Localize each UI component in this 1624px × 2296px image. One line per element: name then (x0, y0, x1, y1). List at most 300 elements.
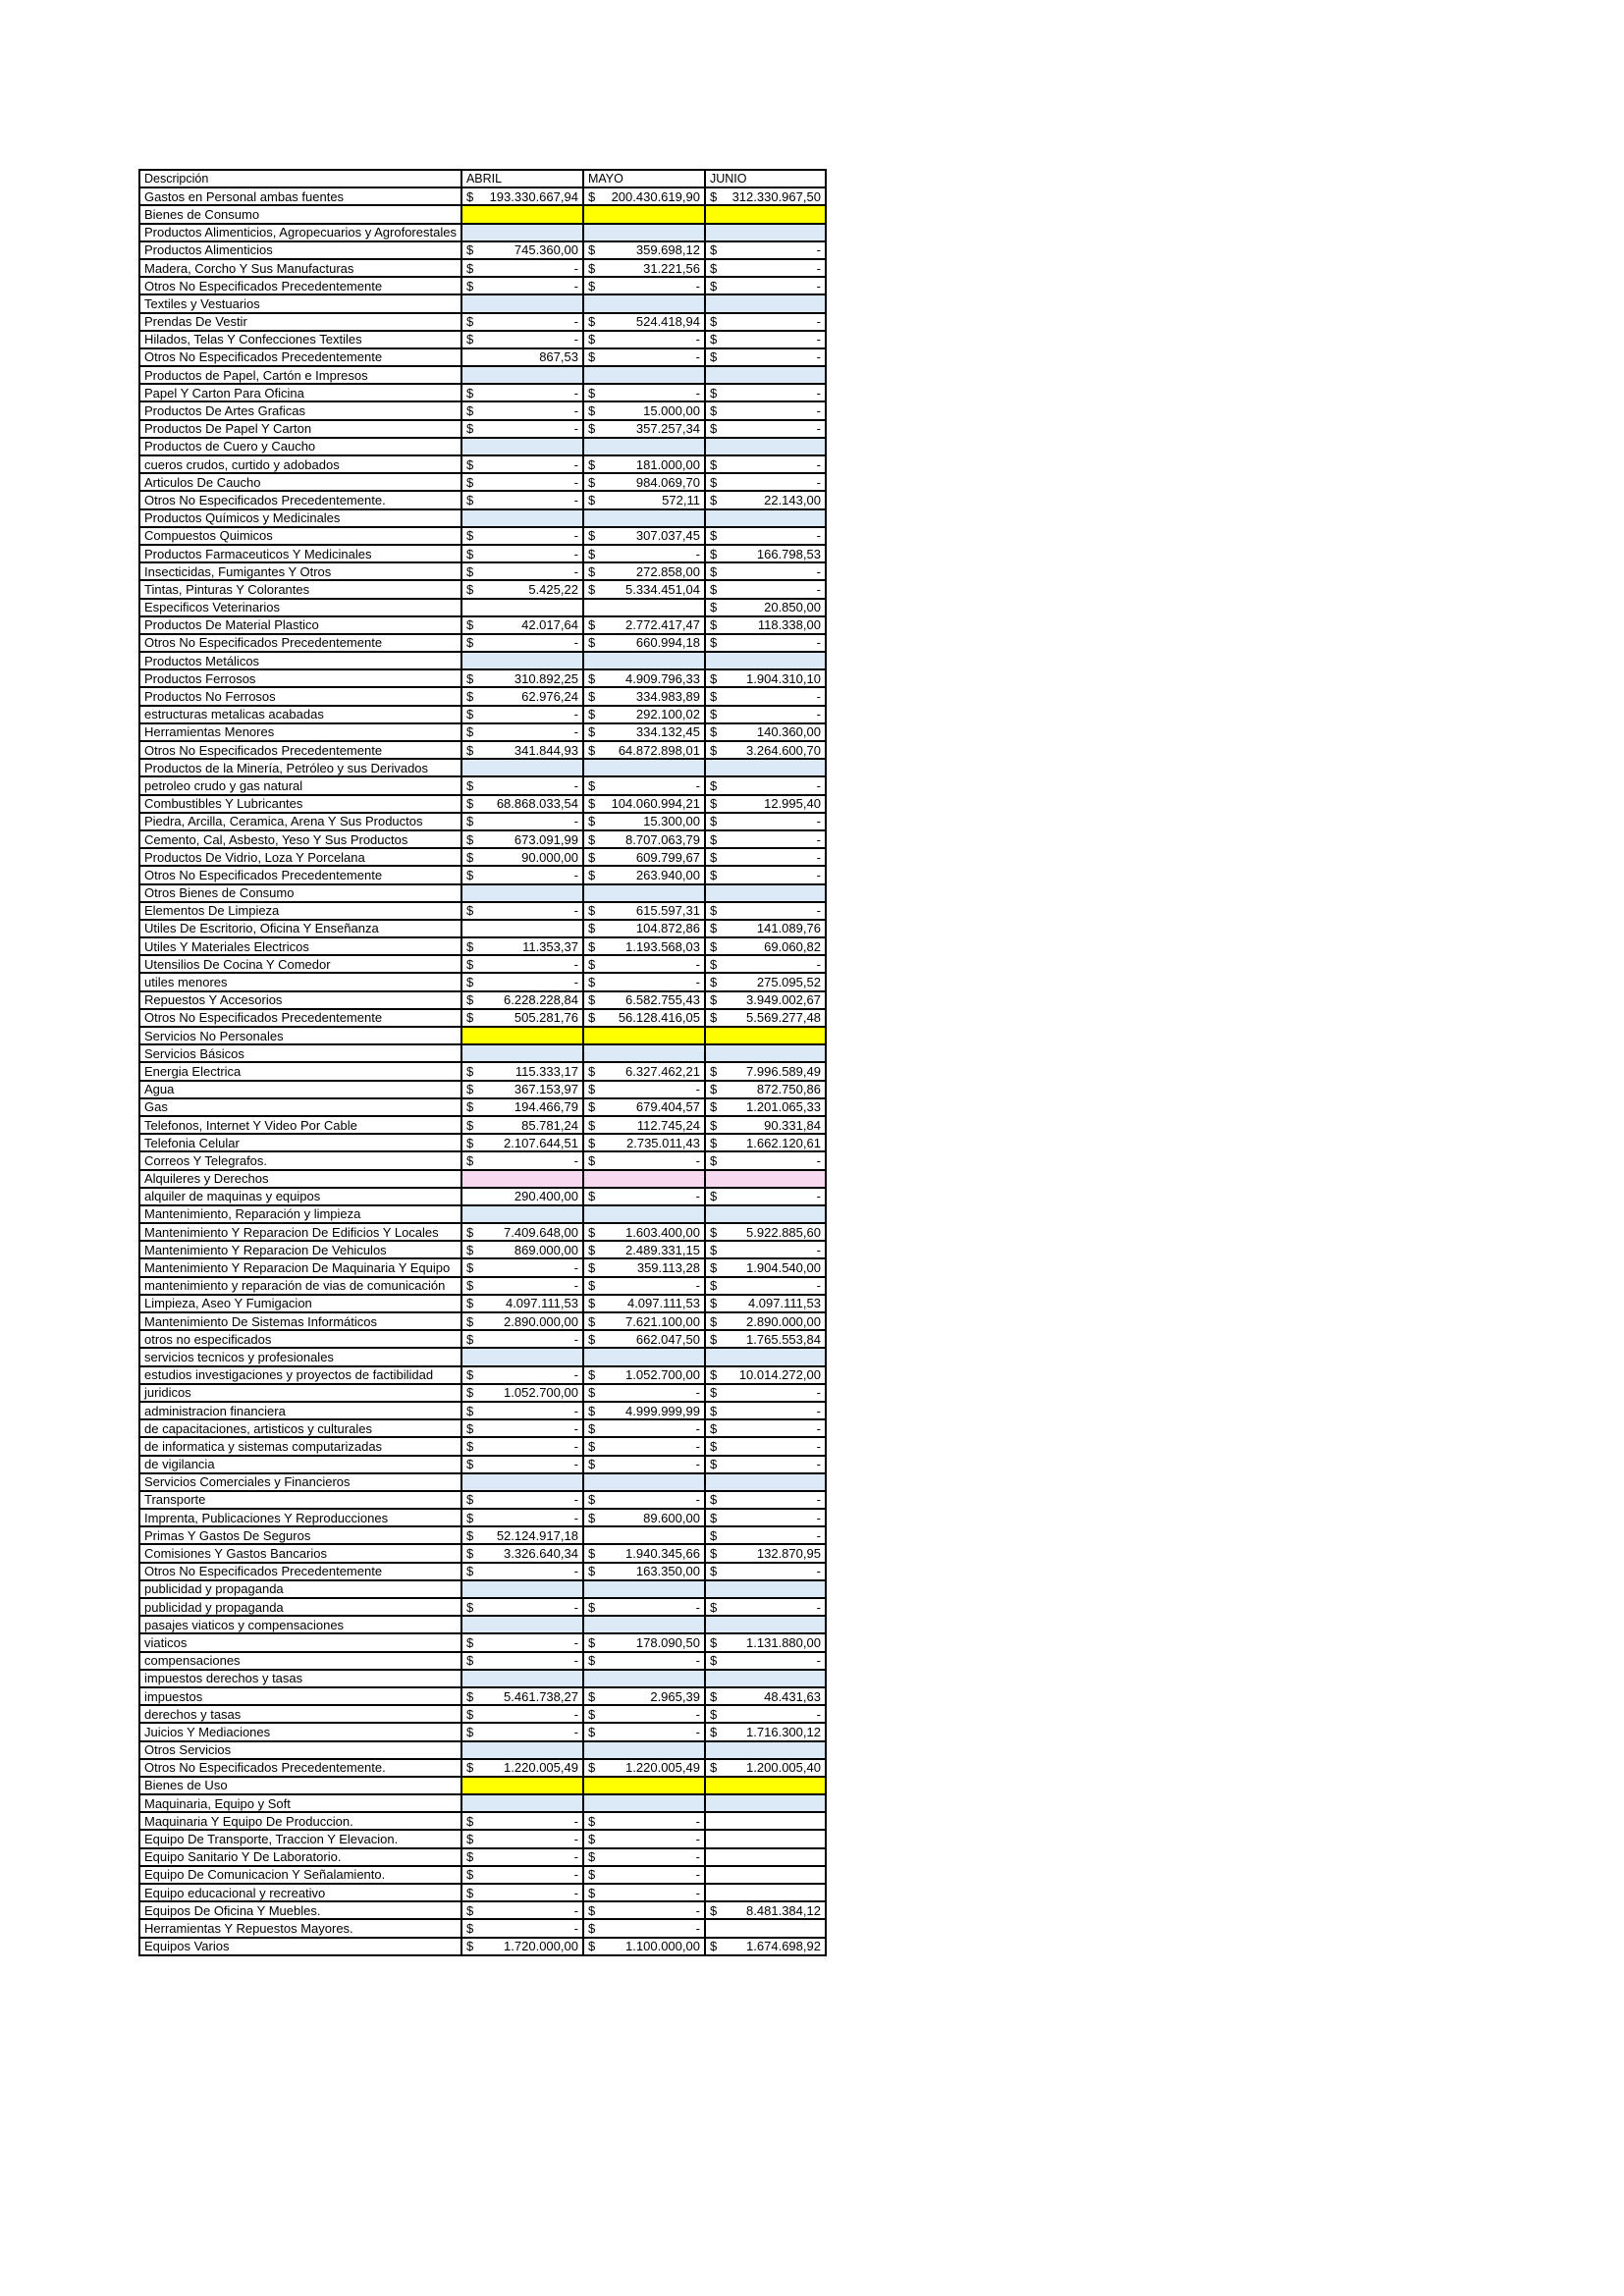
currency-symbol: $ (587, 1564, 596, 1579)
abril-cell (461, 902, 583, 920)
row-description: derechos y tasas (139, 1705, 461, 1723)
amount (466, 1119, 578, 1132)
amount-value: 1.200.005,40 (746, 1760, 821, 1776)
mayo-cell (583, 438, 705, 455)
section-row (139, 759, 826, 776)
amount (466, 1708, 578, 1721)
table-row (139, 1544, 826, 1562)
section-row (139, 1741, 826, 1759)
amount-value: - (573, 1510, 578, 1525)
table-row (139, 741, 826, 759)
mayo-cell (583, 331, 705, 348)
amount-value: - (695, 1706, 700, 1722)
junio-cell (705, 1419, 826, 1437)
mayo-cell (583, 224, 705, 241)
mayo-cell (583, 420, 705, 438)
amount-value: - (573, 1564, 578, 1579)
amount (710, 1137, 821, 1149)
amount (710, 833, 821, 846)
amount (466, 1761, 578, 1774)
junio-cell (705, 1188, 826, 1205)
section-label: Servicios Comerciales y Financieros (139, 1473, 461, 1491)
currency-symbol: $ (465, 1832, 474, 1847)
currency-symbol: $ (709, 1099, 718, 1115)
mayo-cell (583, 706, 705, 723)
abril-cell (461, 224, 583, 241)
junio-cell (705, 1580, 826, 1598)
abril-cell (461, 866, 583, 883)
amount-value: 662.047,50 (635, 1331, 700, 1347)
row-description: Tintas, Pinturas Y Colorantes (139, 580, 461, 598)
amount-value: 3.949.002,67 (746, 992, 821, 1008)
section-row (139, 1205, 826, 1223)
junio-cell (705, 1134, 826, 1151)
abril-cell (461, 420, 583, 438)
mayo-cell (583, 205, 705, 223)
currency-symbol: $ (587, 670, 596, 686)
mayo-cell (583, 313, 705, 331)
amount-value: - (816, 403, 821, 419)
junio-cell (705, 580, 826, 598)
table-row (139, 1330, 826, 1348)
currency-symbol: $ (587, 474, 596, 490)
currency-symbol: $ (465, 635, 474, 651)
section-label: Alquileres y Derechos (139, 1170, 461, 1188)
amount (710, 350, 821, 363)
amount (466, 350, 578, 363)
amount (710, 548, 821, 561)
currency-symbol: $ (709, 456, 718, 472)
abril-cell (461, 652, 583, 669)
junio-cell (705, 1794, 826, 1812)
expense-table (138, 169, 827, 1956)
currency-symbol: $ (709, 1564, 718, 1579)
amount (466, 280, 578, 293)
amount (710, 1654, 821, 1667)
junio-cell (705, 491, 826, 508)
mayo-cell (583, 1848, 705, 1866)
currency-symbol: $ (465, 1760, 474, 1776)
currency-symbol: $ (587, 975, 596, 990)
junio-cell (705, 1705, 826, 1723)
section-label: Productos de Papel, Cartón e Impresos (139, 366, 461, 384)
amount (588, 1726, 700, 1738)
currency-symbol: $ (709, 546, 718, 561)
currency-symbol: $ (709, 1902, 718, 1918)
currency-symbol: $ (465, 260, 474, 276)
row-description: Equipo De Transporte, Traccion Y Elevacion. (139, 1830, 461, 1847)
currency-symbol: $ (709, 956, 718, 972)
currency-symbol: $ (709, 1457, 718, 1472)
table-row (139, 1134, 826, 1151)
table-row (139, 1258, 826, 1276)
amount (588, 565, 700, 578)
junio-cell (705, 1544, 826, 1562)
junio-cell (705, 1616, 826, 1633)
table-row (139, 545, 826, 562)
currency-symbol: $ (465, 1813, 474, 1829)
amount-value: 312.330.967,50 (731, 188, 821, 204)
amount (710, 1119, 821, 1132)
abril-cell (461, 1884, 583, 1901)
row-description: Equipo Sanitario Y De Laboratorio. (139, 1848, 461, 1866)
currency-symbol: $ (709, 831, 718, 847)
junio-cell (705, 955, 826, 973)
row-description: Cemento, Cal, Asbesto, Yeso Y Sus Productos (139, 830, 461, 848)
amount-value: 2.890.000,00 (746, 1313, 821, 1329)
mayo-cell (583, 1812, 705, 1830)
mayo-cell (583, 1241, 705, 1258)
amount-value: - (816, 1278, 821, 1294)
amount-value: 1.193.568,03 (625, 938, 700, 954)
mayo-cell (583, 599, 705, 616)
currency-symbol: $ (587, 1260, 596, 1276)
currency-symbol: $ (709, 1634, 718, 1650)
amount (466, 387, 578, 400)
junio-cell (705, 848, 826, 866)
amount-value: - (573, 724, 578, 740)
amount-value: 984.069,70 (635, 474, 700, 490)
mayo-cell (583, 991, 705, 1009)
amount-value: - (695, 1867, 700, 1883)
amount (466, 1386, 578, 1399)
amount-value: - (573, 1885, 578, 1900)
currency-symbol: $ (709, 1082, 718, 1097)
amount (588, 1226, 700, 1239)
mayo-cell (583, 955, 705, 973)
amount-value: 8.481.384,12 (746, 1902, 821, 1918)
currency-symbol: $ (465, 1438, 474, 1454)
row-description: Productos Ferrosos (139, 669, 461, 687)
amount (588, 1922, 700, 1935)
row-description: de capacitaciones, artisticos y culturales (139, 1419, 461, 1437)
amount-value: - (695, 385, 700, 400)
currency-symbol: $ (587, 867, 596, 882)
amount-value: 1.052.700,00 (625, 1367, 700, 1383)
junio-cell (705, 1151, 826, 1169)
amount-value: 2.965,39 (650, 1688, 700, 1704)
currency-symbol: $ (465, 1653, 474, 1669)
amount (466, 976, 578, 988)
amount (588, 1119, 700, 1132)
abril-cell (461, 1027, 583, 1044)
amount-value: - (573, 1438, 578, 1454)
row-description: Piedra, Arcilla, Ceramica, Arena Y Sus Productos (139, 813, 461, 830)
section-label: Otros Bienes de Consumo (139, 884, 461, 902)
amount-value: 8.707.063,79 (625, 831, 700, 847)
amount-value: 52.124.917,18 (496, 1527, 578, 1543)
abril-cell (461, 455, 583, 473)
header-row (139, 170, 826, 187)
amount (710, 1368, 821, 1381)
amount (466, 1922, 578, 1935)
currency-symbol: $ (709, 1385, 718, 1401)
currency-symbol: $ (465, 867, 474, 882)
amount (588, 1279, 700, 1292)
amount (588, 243, 700, 256)
amount (588, 1011, 700, 1024)
junio-cell (705, 1437, 826, 1455)
junio-cell (705, 1509, 826, 1526)
amount (466, 618, 578, 631)
amount (466, 1529, 578, 1542)
amount (466, 1815, 578, 1828)
junio-cell (705, 1759, 826, 1777)
abril-cell (461, 1563, 583, 1580)
mayo-cell (583, 294, 705, 312)
amount-value: 4.097.111,53 (505, 1296, 578, 1311)
mayo-cell (583, 509, 705, 527)
amount (588, 1368, 700, 1381)
amount-value: - (695, 546, 700, 561)
junio-cell (705, 741, 826, 759)
currency-symbol: $ (465, 1385, 474, 1401)
currency-symbol: $ (587, 1152, 596, 1168)
mayo-cell (583, 776, 705, 794)
amount-value: - (573, 1278, 578, 1294)
amount (466, 1261, 578, 1274)
amount-value: - (816, 1438, 821, 1454)
abril-cell (461, 1670, 583, 1687)
table-row (139, 1509, 826, 1526)
abril-cell (461, 1116, 583, 1134)
amount-value: 367.153,97 (514, 1082, 578, 1097)
mayo-cell (583, 1741, 705, 1759)
amount-value: - (816, 1564, 821, 1579)
amount (710, 1083, 821, 1095)
currency-symbol: $ (587, 314, 596, 330)
amount (710, 1761, 821, 1774)
amount-value: - (816, 260, 821, 276)
junio-cell (705, 1277, 826, 1295)
currency-symbol: $ (709, 1152, 718, 1168)
amount-value: - (695, 1420, 700, 1436)
amount (710, 1065, 821, 1078)
amount (710, 404, 821, 417)
amount (466, 869, 578, 881)
amount (588, 1244, 700, 1256)
amount-value: 140.360,00 (756, 724, 821, 740)
currency-symbol: $ (587, 814, 596, 829)
junio-cell (705, 1491, 826, 1509)
currency-symbol: $ (465, 474, 474, 490)
amount-value: - (816, 581, 821, 597)
table-row (139, 1598, 826, 1616)
amount-value: 3.326.640,34 (504, 1546, 578, 1562)
amount-value: 112.745,24 (636, 1117, 700, 1133)
mayo-cell (583, 866, 705, 883)
abril-cell (461, 1277, 583, 1295)
amount-value: 1.220.005,49 (625, 1760, 700, 1776)
mayo-cell (583, 652, 705, 669)
amount-value: 3.264.600,70 (746, 742, 821, 758)
junio-cell (705, 884, 826, 902)
amount-value: 341.844,93 (514, 742, 578, 758)
amount (710, 815, 821, 828)
junio-cell (705, 384, 826, 401)
amount (710, 601, 821, 614)
amount (710, 779, 821, 792)
amount-value: - (816, 332, 821, 347)
amount-value: 7.996.589,49 (746, 1063, 821, 1079)
amount-value: - (573, 1403, 578, 1418)
amount (466, 422, 578, 435)
currency-symbol: $ (709, 349, 718, 365)
junio-cell (705, 331, 826, 348)
amount-value: - (573, 1813, 578, 1829)
section-label: Otros Servicios (139, 1741, 461, 1759)
amount-value: 178.090,50 (635, 1634, 700, 1650)
abril-cell (461, 1777, 583, 1794)
junio-cell (705, 545, 826, 562)
amount-value: 104.060.994,21 (611, 796, 700, 812)
mayo-cell (583, 1456, 705, 1473)
amount (466, 1154, 578, 1167)
section-label: impuestos derechos y tasas (139, 1670, 461, 1687)
amount-value: - (695, 278, 700, 294)
currency-symbol: $ (465, 1688, 474, 1704)
currency-symbol: $ (587, 742, 596, 758)
abril-cell (461, 1544, 583, 1562)
amount-value: 310.892,25 (514, 670, 578, 686)
amount (710, 315, 821, 328)
junio-cell (705, 706, 826, 723)
amount-value: 193.330.667,94 (489, 188, 578, 204)
currency-symbol: $ (587, 1135, 596, 1150)
mayo-cell (583, 527, 705, 545)
amount-value: - (695, 349, 700, 365)
mayo-cell (583, 1384, 705, 1402)
table-row (139, 1848, 826, 1866)
currency-symbol: $ (465, 242, 474, 258)
abril-cell (461, 205, 583, 223)
amount-value: 42.017,64 (521, 617, 578, 633)
amount-value: - (573, 1152, 578, 1168)
abril-cell (461, 1687, 583, 1705)
table-row (139, 1295, 826, 1312)
abril-cell (461, 973, 583, 990)
amount-value: - (695, 777, 700, 793)
amount-value: - (816, 242, 821, 258)
mayo-cell (583, 1616, 705, 1633)
abril-cell (461, 545, 583, 562)
table-row (139, 1151, 826, 1169)
table-row (139, 1633, 826, 1651)
abril-cell (461, 1509, 583, 1526)
amount-value: - (573, 903, 578, 919)
mayo-cell (583, 401, 705, 419)
amount-value: - (816, 1599, 821, 1615)
currency-symbol: $ (709, 1063, 718, 1079)
row-description: Utiles De Escritorio, Oficina Y Enseñanza (139, 920, 461, 937)
table-row (139, 902, 826, 920)
junio-cell (705, 830, 826, 848)
amount (466, 672, 578, 685)
mayo-cell (583, 1884, 705, 1901)
table-row (139, 259, 826, 277)
amount (710, 1297, 821, 1309)
mayo-cell (583, 384, 705, 401)
row-description: Prendas De Vestir (139, 313, 461, 331)
currency-symbol: $ (587, 1420, 596, 1436)
amount-value: - (816, 1385, 821, 1401)
section-row (139, 1170, 826, 1188)
amount (466, 851, 578, 864)
amount (710, 280, 821, 293)
abril-cell (461, 1580, 583, 1598)
amount (466, 797, 578, 810)
currency-symbol: $ (587, 1510, 596, 1525)
junio-cell (705, 1366, 826, 1384)
currency-symbol: $ (465, 1564, 474, 1579)
amount (588, 1833, 700, 1845)
amount (588, 1940, 700, 1952)
amount-value: - (816, 421, 821, 437)
amount (710, 1100, 821, 1113)
table-row (139, 580, 826, 598)
currency-symbol: $ (465, 1546, 474, 1562)
amount (710, 1529, 821, 1542)
amount (710, 922, 821, 934)
table-row (139, 1563, 826, 1580)
table-row (139, 866, 826, 883)
junio-cell (705, 1348, 826, 1365)
row-description: Gastos en Personal ambas fuentes (139, 187, 461, 205)
row-description: Telefonos, Internet Y Video Por Cable (139, 1116, 461, 1134)
amount (710, 1940, 821, 1952)
amount-value: 4.909.796,33 (625, 670, 700, 686)
currency-symbol: $ (465, 1099, 474, 1115)
abril-cell (461, 937, 583, 955)
table-row (139, 937, 826, 955)
currency-symbol: $ (709, 635, 718, 651)
mayo-cell (583, 1866, 705, 1884)
amount-value: - (573, 1653, 578, 1669)
amount (466, 1868, 578, 1881)
amount (466, 1065, 578, 1078)
junio-cell (705, 1812, 826, 1830)
amount-value: 2.107.644,51 (504, 1135, 578, 1150)
mayo-cell (583, 1312, 705, 1330)
row-description: cueros crudos, curtido y adobados (139, 455, 461, 473)
section-row (139, 1616, 826, 1633)
currency-symbol: $ (709, 581, 718, 597)
mayo-cell (583, 1509, 705, 1526)
row-description: Telefonia Celular (139, 1134, 461, 1151)
currency-symbol: $ (465, 1939, 474, 1954)
mayo-cell (583, 1687, 705, 1705)
junio-cell (705, 313, 826, 331)
currency-symbol: $ (587, 849, 596, 865)
junio-cell (705, 420, 826, 438)
amount (588, 1601, 700, 1614)
amount (466, 708, 578, 721)
amount-value: 2.489.331,15 (625, 1242, 700, 1257)
currency-symbol: $ (587, 1920, 596, 1936)
amount-value: 85.781,24 (521, 1117, 578, 1133)
amount-value: - (695, 1189, 700, 1204)
amount (588, 922, 700, 934)
abril-cell (461, 1151, 583, 1169)
amount-value: 1.940.345,66 (625, 1546, 700, 1562)
table-row (139, 1938, 826, 1955)
currency-symbol: $ (465, 707, 474, 722)
amount (710, 333, 821, 346)
currency-symbol: $ (465, 742, 474, 758)
junio-cell (705, 1205, 826, 1223)
row-description: Equipos De Oficina Y Muebles. (139, 1901, 461, 1919)
amount (710, 1226, 821, 1239)
